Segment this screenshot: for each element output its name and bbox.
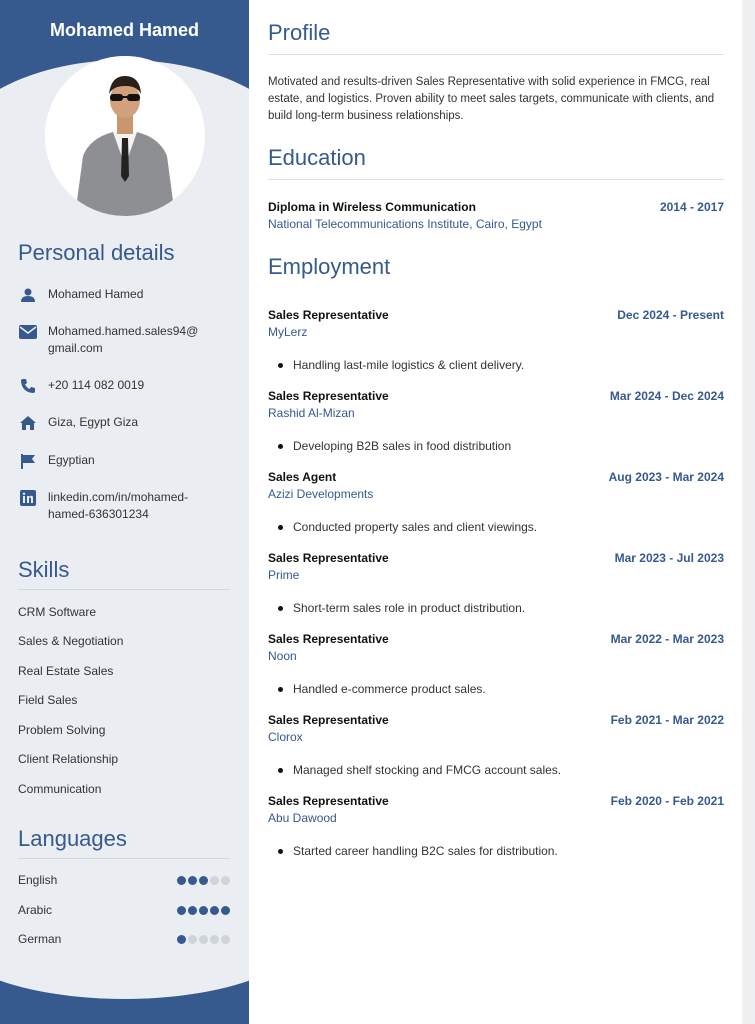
detail-nationality: Egyptian: [18, 452, 218, 469]
job-description: [268, 601, 724, 615]
level-dot-filled: [188, 876, 197, 885]
language-name: English: [18, 873, 58, 887]
education-entry: [268, 200, 724, 231]
sidebar: [0, 0, 249, 1024]
company-name: Clorox: [268, 730, 303, 744]
job-description: [268, 844, 724, 858]
employment-entry: [268, 551, 724, 615]
language-level-dots: [177, 935, 230, 944]
job-description-text: Developing B2B sales in food distribution: [293, 439, 512, 453]
skill-item: CRM Software: [18, 605, 97, 619]
job-description: [268, 682, 724, 696]
bullet-icon: [278, 687, 283, 692]
education-dates: 2014 - 2017: [659, 200, 724, 214]
bullet-icon: [278, 849, 283, 854]
languages-title: Languages: [18, 826, 127, 851]
job-dates: Mar 2024 - Dec 2024: [609, 389, 724, 403]
job-description-text: Conducted property sales and client viewings.: [293, 520, 538, 534]
language-name: Arabic: [18, 903, 53, 917]
company-name: Prime: [268, 568, 300, 582]
skills-title: Skills: [18, 557, 70, 582]
bullet-icon: [278, 444, 283, 449]
skills-divider: [18, 589, 230, 590]
linkedin-icon: [18, 489, 38, 506]
level-dot-empty: [199, 935, 208, 944]
level-dot-filled: [188, 906, 197, 915]
employment-entry: [268, 794, 724, 858]
job-dates: Feb 2021 - Mar 2022: [610, 713, 724, 727]
job-role: Sales Representative: [268, 308, 389, 322]
detail-phone: +20 114 082 0019: [18, 377, 218, 394]
home-icon: [18, 414, 38, 431]
job-description: [268, 763, 724, 777]
job-description: [268, 439, 724, 453]
job-role: Sales Representative: [268, 389, 389, 403]
level-dot-empty: [221, 935, 230, 944]
job-description-text: Managed shelf stocking and FMCG account sales.: [293, 763, 562, 777]
employment-entry: [268, 713, 724, 777]
skill-item: Sales & Negotiation: [18, 634, 124, 648]
detail-address: Giza, Egypt Giza: [18, 414, 218, 431]
profile-photo: [45, 56, 205, 216]
level-dot-empty: [210, 876, 219, 885]
job-role: Sales Representative: [268, 632, 389, 646]
level-dot-empty: [188, 935, 197, 944]
job-dates: Dec 2024 - Present: [617, 308, 724, 322]
job-description-text: Started career handling B2C sales for distribution.: [293, 844, 558, 858]
envelope-icon: [18, 323, 38, 340]
level-dot-empty: [221, 876, 230, 885]
company-name: Abu Dawood: [268, 811, 337, 825]
detail-email: Mohamed.hamed.sales94@ gmail.com: [18, 323, 218, 357]
job-dates: Feb 2020 - Feb 2021: [610, 794, 724, 808]
employment-entry: [268, 470, 724, 534]
language-row: [18, 932, 230, 946]
level-dot-empty: [210, 935, 219, 944]
job-description-text: Handled e-commerce product sales.: [293, 682, 486, 696]
job-description: [268, 358, 724, 372]
level-dot-filled: [177, 906, 186, 915]
language-level-dots: [177, 876, 230, 885]
level-dot-filled: [221, 906, 230, 915]
company-name: Rashid Al-Mizan: [268, 406, 355, 420]
skill-item: Real Estate Sales: [18, 664, 114, 678]
candidate-name: Mohamed Hamed: [49, 20, 200, 40]
job-dates: Mar 2022 - Mar 2023: [610, 632, 724, 646]
bullet-icon: [278, 606, 283, 611]
employment-entry: [268, 632, 724, 696]
company-name: Azizi Developments: [268, 487, 374, 501]
personal-details-title: Personal details: [18, 240, 175, 265]
page-edge: [742, 0, 755, 1024]
level-dot-filled: [199, 876, 208, 885]
job-dates: Aug 2023 - Mar 2024: [608, 470, 724, 484]
skill-item: Client Relationship: [18, 752, 119, 766]
language-row: [18, 873, 230, 887]
languages-divider: [18, 858, 230, 859]
school: National Telecommunications Institute, Cairo, Egypt: [268, 217, 542, 231]
skill-item: Communication: [18, 782, 102, 796]
degree: Diploma in Wireless Communication: [268, 200, 476, 214]
skill-item: Problem Solving: [18, 723, 106, 737]
profile-summary: Motivated and results-driven Sales Representative with solid experience in FMCG, real estate, and logistics. Proven ability to meet sales targets, communicate with clients, and build long-term business relationships.: [268, 76, 715, 122]
language-name: German: [18, 932, 62, 946]
language-level-dots: [177, 906, 230, 915]
detail-name: Mohamed Hamed: [18, 286, 218, 303]
job-role: Sales Agent: [268, 470, 337, 484]
level-dot-filled: [199, 906, 208, 915]
phone-icon: [18, 377, 38, 394]
employment-entry: [268, 308, 724, 372]
profile-title: Profile: [268, 20, 331, 45]
job-role: Sales Representative: [268, 794, 389, 808]
company-name: MyLerz: [268, 325, 308, 339]
job-description: [268, 520, 724, 534]
person-icon: [18, 286, 38, 303]
job-role: Sales Representative: [268, 713, 389, 727]
employment-entry: [268, 389, 724, 453]
flag-icon: [18, 452, 38, 469]
detail-linkedin[interactable]: linkedin.com/in/mohamed-hamed-636301234: [18, 489, 218, 523]
profile-divider: [268, 54, 724, 55]
bullet-icon: [278, 363, 283, 368]
job-role: Sales Representative: [268, 551, 389, 565]
education-title: Education: [268, 145, 366, 170]
level-dot-filled: [210, 906, 219, 915]
company-name: Noon: [268, 649, 297, 663]
employment-title: Employment: [268, 254, 391, 279]
job-description-text: Short-term sales role in product distribution.: [293, 601, 526, 615]
bullet-icon: [278, 768, 283, 773]
bullet-icon: [278, 525, 283, 530]
level-dot-filled: [177, 876, 186, 885]
job-description-text: Handling last-mile logistics & client delivery.: [293, 358, 525, 372]
language-row: [18, 903, 230, 917]
skill-item: Field Sales: [18, 693, 78, 707]
level-dot-filled: [177, 935, 186, 944]
job-dates: Mar 2023 - Jul 2023: [614, 551, 724, 565]
education-divider: [268, 179, 724, 180]
